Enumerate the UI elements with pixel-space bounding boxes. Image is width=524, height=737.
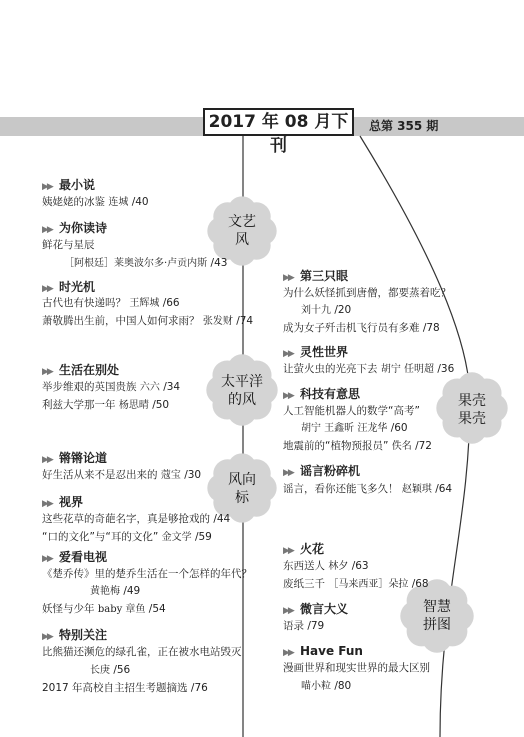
section-shenghuozaibiechu[interactable]: ▶▶ 生活在别处 — [42, 362, 119, 380]
double-arrow-icon: ▶▶ — [283, 606, 293, 616]
toc-entry[interactable]: 为什么妖怪抓到唐僧，都要蒸着吃？ — [283, 287, 451, 299]
double-arrow-icon: ▶▶ — [42, 182, 52, 192]
toc-entry[interactable]: 妖怪与少年 baby 章鱼 /54 — [42, 603, 166, 615]
section-qiangqianglundao[interactable]: ▶▶ 锵锵论道 — [42, 450, 107, 468]
toc-entry[interactable]: 人工智能机器人的数学“高考” — [283, 405, 420, 417]
section-weiyandayi[interactable]: ▶▶ 微言大义 — [283, 601, 348, 619]
double-arrow-icon: ▶▶ — [42, 499, 52, 509]
column-label-fengxiangbiao: 风向 标 — [228, 472, 256, 506]
double-arrow-icon: ▶▶ — [42, 554, 52, 564]
toc-entry[interactable]: 这些花草的奇葩名字，真是够抢戏的 /44 — [42, 513, 231, 525]
double-arrow-icon: ▶▶ — [283, 349, 293, 359]
section-tebieguanzhu[interactable]: ▶▶ 特别关注 — [42, 627, 107, 645]
toc-entry[interactable]: 《楚乔传》里的楚乔生活在一个怎样的年代？ — [42, 568, 252, 580]
section-zuixiaoshuo[interactable]: ▶▶ 最小说 — [42, 177, 95, 195]
section-kejiyouyisi[interactable]: ▶▶ 科技有意思 — [283, 386, 360, 404]
toc-entry-author: 刘十九 /20 — [301, 304, 352, 316]
toc-entry[interactable]: 利兹大学那一年 杨思晴 /50 — [42, 399, 170, 411]
toc-entry[interactable]: 废纸三千 ［马来西亚］朵拉 /68 — [283, 578, 429, 590]
double-arrow-icon: ▶▶ — [42, 367, 52, 377]
double-arrow-icon: ▶▶ — [283, 648, 293, 658]
toc-entry[interactable]: 2017 年高校自主招生考题摘选 /76 — [42, 682, 208, 694]
toc-entry[interactable]: 比熊猫还濒危的绿孔雀，正在被水电站毁灭 — [42, 646, 242, 658]
double-arrow-icon: ▶▶ — [283, 391, 293, 401]
double-arrow-icon: ▶▶ — [42, 455, 52, 465]
toc-entry[interactable]: 让萤火虫的光亮下去 胡宁 任明超 /36 — [283, 363, 455, 375]
section-shiguangji[interactable]: ▶▶ 时光机 — [42, 279, 95, 297]
toc-entry-author: 长庚 /56 — [90, 664, 131, 676]
section-lingxingshijie[interactable]: ▶▶ 灵性世界 — [283, 344, 348, 362]
toc-entry[interactable]: “口的文化”与“耳的文化” 金文学 /59 — [42, 531, 212, 543]
section-huohua[interactable]: ▶▶ 火花 — [283, 541, 324, 559]
toc-entry[interactable]: 鲜花与星辰 — [42, 239, 95, 251]
section-weiniduishi[interactable]: ▶▶ 为你读诗 — [42, 220, 107, 238]
toc-entry[interactable]: 萧敬腾出生前，中国人如何求雨？ 张发财 /74 — [42, 315, 254, 327]
section-havefun[interactable]: ▶▶ Have Fun — [283, 643, 363, 661]
column-label-taipingyang: 太平洋 的风 — [221, 374, 263, 408]
toc-entry[interactable]: 语录 /79 — [283, 620, 325, 632]
double-arrow-icon: ▶▶ — [42, 632, 52, 642]
toc-entry-author: 胡宁 王鑫昕 汪龙华 /60 — [301, 422, 408, 434]
column-label-zhihui: 智慧 拼图 — [423, 599, 451, 633]
toc-entry[interactable]: 谣言，看你还能飞多久！ 赵颖琪 /64 — [283, 483, 453, 495]
toc-entry[interactable]: 姨姥姥的冰鉴 连城 /40 — [42, 196, 149, 208]
section-yaoyanfensuiji[interactable]: ▶▶ 谣言粉碎机 — [283, 463, 360, 481]
double-arrow-icon: ▶▶ — [42, 225, 52, 235]
double-arrow-icon: ▶▶ — [42, 284, 52, 294]
toc-entry[interactable]: 古代也有快递吗？ 王辉城 /66 — [42, 297, 180, 309]
section-disanzhiyan[interactable]: ▶▶ 第三只眼 — [283, 268, 348, 286]
toc-entry-author: 黄艳梅 /49 — [90, 585, 141, 597]
double-arrow-icon: ▶▶ — [283, 546, 293, 556]
double-arrow-icon: ▶▶ — [283, 468, 293, 478]
toc-entry[interactable]: 东西送人 林夕 /63 — [283, 560, 369, 572]
section-aikandianshi[interactable]: ▶▶ 爱看电视 — [42, 549, 107, 567]
toc-entry[interactable]: 成为女子歼击机飞行员有多难 /78 — [283, 322, 440, 334]
double-arrow-icon: ▶▶ — [283, 273, 293, 283]
toc-entry-author: 喵小粒 /80 — [301, 680, 352, 692]
issue-title: 2017 年 08 月下刊 — [203, 108, 354, 136]
column-label-guoke: 果壳 果壳 — [458, 393, 486, 427]
toc-entry[interactable]: 漫画世界和现实世界的最大区别 — [283, 662, 430, 674]
toc-entry[interactable]: 地震前的“植物预报员” 佚名 /72 — [283, 440, 432, 452]
issue-number: 总第 355 期 — [369, 119, 439, 133]
toc-entry[interactable]: 好生活从来不是忍出来的 蔻宝 /30 — [42, 469, 202, 481]
column-label-wenyifeng: 文艺 风 — [228, 214, 256, 248]
toc-entry-author: ［阿根廷］莱奥波尔多·卢贡内斯 /43 — [64, 257, 228, 269]
section-shijie[interactable]: ▶▶ 视界 — [42, 494, 83, 512]
toc-entry[interactable]: 举步维艰的英国贵族 六六 /34 — [42, 381, 181, 393]
